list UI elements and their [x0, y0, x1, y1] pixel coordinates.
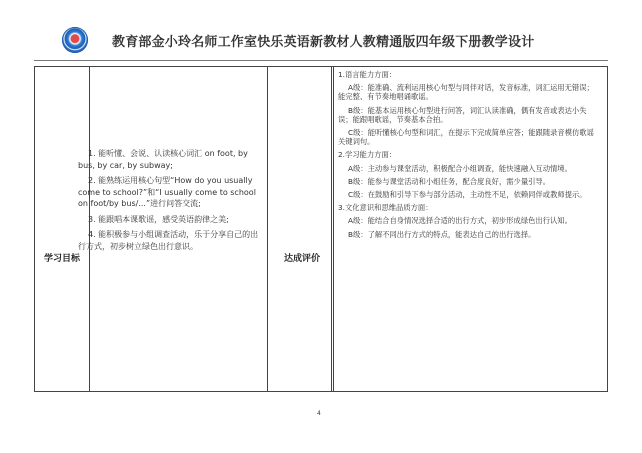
column-divider-double	[331, 67, 334, 391]
eval-item: A级：主动参与课堂活动，积极配合小组调查，能快速融入互动情境。	[348, 163, 572, 173]
eval-section-heading: 1.语言能力方面：	[338, 70, 397, 79]
goal-item: 1. 能听懂、会说、认读核心词汇 on foot, by bus, by car, by subway;	[78, 149, 248, 170]
eval-item: B级：能基本运用核心句型进行问答，词汇认读准确，偶有发音或表达小失误；能跟唱歌谣，节奏基本合拍。	[338, 105, 587, 124]
goal-item: 2. 能熟练运用核心句型“How do you usually come to school?”和“I usually come to school on foot/by bus/...”进行问答交流;	[78, 176, 256, 208]
eval-item: B级：能参与课堂活动和小组任务，配合度良好，需少量引导。	[348, 176, 551, 186]
learning-goals	[78, 148, 266, 256]
page-number: 4	[317, 410, 321, 417]
evaluation-label: 达成评价	[284, 254, 321, 264]
eval-section-heading: 2.学习能力方面：	[338, 150, 397, 160]
document-title: 教育部金小玲名师工作室快乐英语新教材人教精通版四年级下册教学设计	[112, 35, 535, 50]
eval-item: A级：能结合自身情况选择合适的出行方式，初步形成绿色出行认知。	[348, 216, 572, 226]
goal-item: 3. 能跟唱本课歌谣，感受英语韵律之美;	[88, 214, 229, 224]
evaluation-content	[338, 70, 600, 243]
eval-item: C级：能听懂核心句型和词汇，在提示下完成简单应答；能跟随录音模仿歌谣关键词句。	[338, 128, 594, 147]
eval-section-heading: 3.文化意识和思维品质方面：	[338, 203, 433, 213]
eval-item: B级：了解不同出行方式的特点，能表达自己的出行选择。	[348, 229, 536, 239]
header-rule	[34, 60, 608, 61]
eval-item: A级：能准确、流利运用核心句型与同伴对话，发音标准，词汇运用无错误；能完整、有节奏地唱诵歌谣。	[338, 83, 594, 102]
school-emblem-icon	[62, 27, 88, 53]
page-header	[0, 0, 642, 62]
goal-item: 4. 能积极参与小组调查活动，乐于分享自己的出行方式，初步树立绿色出行意识。	[78, 230, 259, 251]
eval-item: C级：在鼓励和引导下参与部分活动，主动性不足，依赖同伴或教师提示。	[348, 190, 587, 200]
goals-label: 学习目标	[44, 254, 81, 264]
column-divider	[267, 67, 268, 391]
